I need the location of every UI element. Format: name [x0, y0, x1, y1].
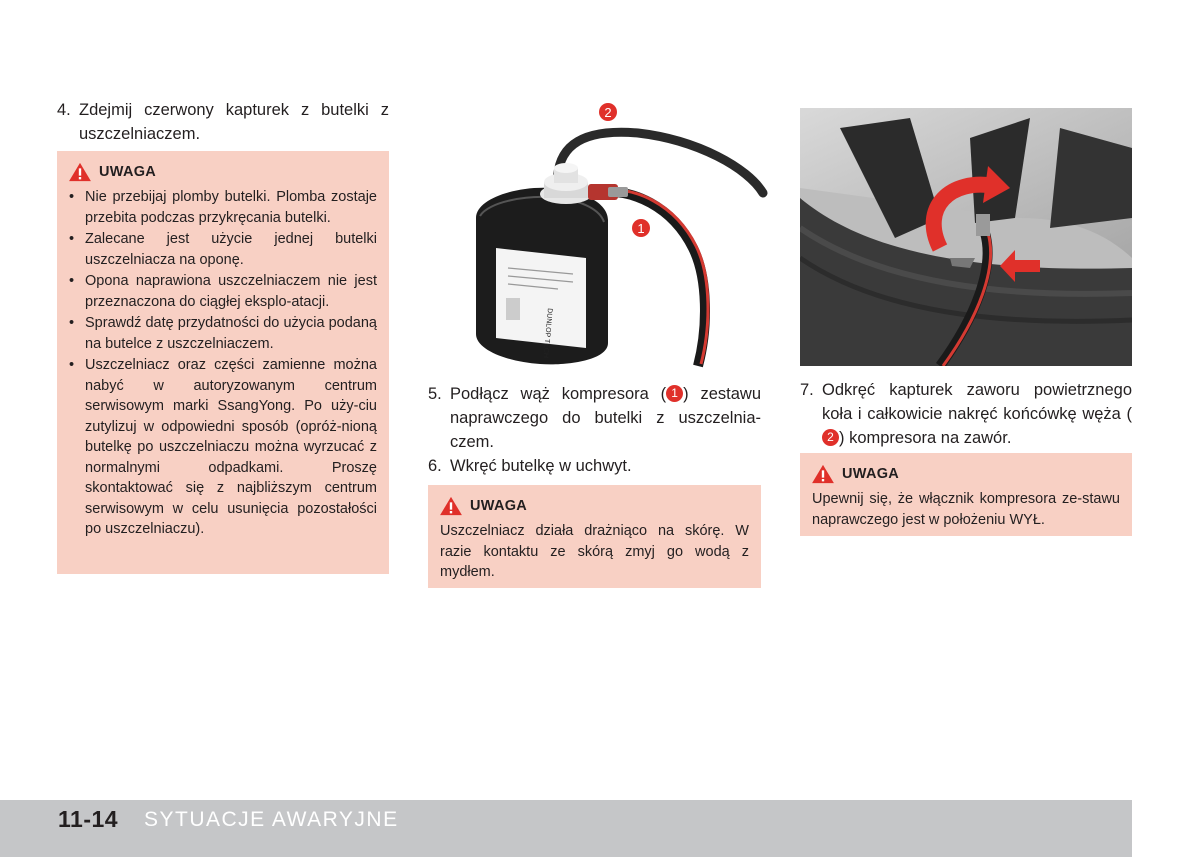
warning-box: [57, 151, 389, 574]
step-5: [428, 382, 761, 454]
warning-text: Uszczelniacz działa drażniąco na skórę. W razie kontaktu ze skórą zmyj go wodą z mydłem.: [440, 523, 749, 580]
warning-triangle-icon: [810, 464, 836, 484]
callout-2-label: 2: [604, 105, 612, 120]
step-text: Odkręć kapturek zaworu powietrznego koła i całkowicie nakręć końcówkę węża (2 ) kompresora na zawór.: [822, 381, 1132, 447]
callout-badge: 1: [666, 385, 683, 402]
sealant-bottle-figure: [458, 98, 768, 368]
step-number: 6.: [428, 457, 442, 475]
warning-header: [438, 495, 761, 517]
warning-box: [428, 485, 761, 588]
step-text: Wkręć butelkę w uchwyt.: [450, 457, 632, 475]
warning-title: UWAGA: [99, 164, 157, 180]
list-item: • Opona naprawiona uszczelniaczem nie jest przeznaczona do ciągłej eksplo-atacji.: [69, 273, 377, 310]
list-item: • Nie przebijaj plomby butelki. Plomba zostaje przebita podczas przykręcania butelki.: [69, 189, 377, 226]
warning-list: [57, 187, 389, 540]
warning-header: [810, 463, 1132, 485]
step-text: Zdejmij czerwony kapturek z butelki z uszczelniaczem.: [79, 101, 389, 143]
warning-triangle-icon: [438, 496, 464, 516]
bottle-label: DUNLOP TECH: [541, 307, 553, 359]
warning-box: [800, 453, 1132, 536]
warning-title: UWAGA: [470, 498, 528, 514]
callout-badge: 2: [822, 429, 839, 446]
warning-title: UWAGA: [842, 466, 900, 482]
section-title: SYTUACJE AWARYJNE: [144, 808, 399, 831]
page-footer: [0, 800, 1132, 857]
warning-header: [67, 161, 389, 183]
step-number: 7.: [800, 381, 814, 399]
list-item: • Sprawdź datę przydatności do użycia podaną na butelce z uszczelniaczem.: [69, 315, 377, 352]
step-4: [57, 98, 389, 146]
warning-triangle-icon: [67, 162, 93, 182]
list-item: • Zalecane jest użycie jednej butelki uszczelniacza na oponę.: [69, 231, 377, 268]
wheel-valve-figure: [800, 108, 1132, 366]
list-item: • Uszczelniacz oraz części zamienne można nabyć w autoryzowanym centrum serwisowym marki SsangYong. Po uży-ciu zutylizuj w odpowiedni sposób (opróż-nioną butelkę po uszczelniaczu można wyrzucać z normalnymi odpadkami. Proszę skontaktować się z najbliższym centrum serwisowym w celu usunięcia pozostałości po uszczelniaczu).: [69, 357, 377, 537]
step-6: [428, 454, 761, 478]
step-number: 5.: [428, 385, 442, 403]
step-7: [800, 378, 1132, 450]
page-number: 11-14: [58, 806, 119, 832]
warning-text: Upewnij się, że włącznik kompresora ze-stawu naprawczego jest w położeniu WYŁ.: [812, 491, 1120, 528]
callout-1-label: 1: [637, 221, 645, 236]
step-number: 4.: [57, 101, 71, 119]
step-text: Podłącz wąż kompresora ( 1 ) zestawu naprawczego do butelki z uszczelnia-czem.: [450, 385, 761, 451]
